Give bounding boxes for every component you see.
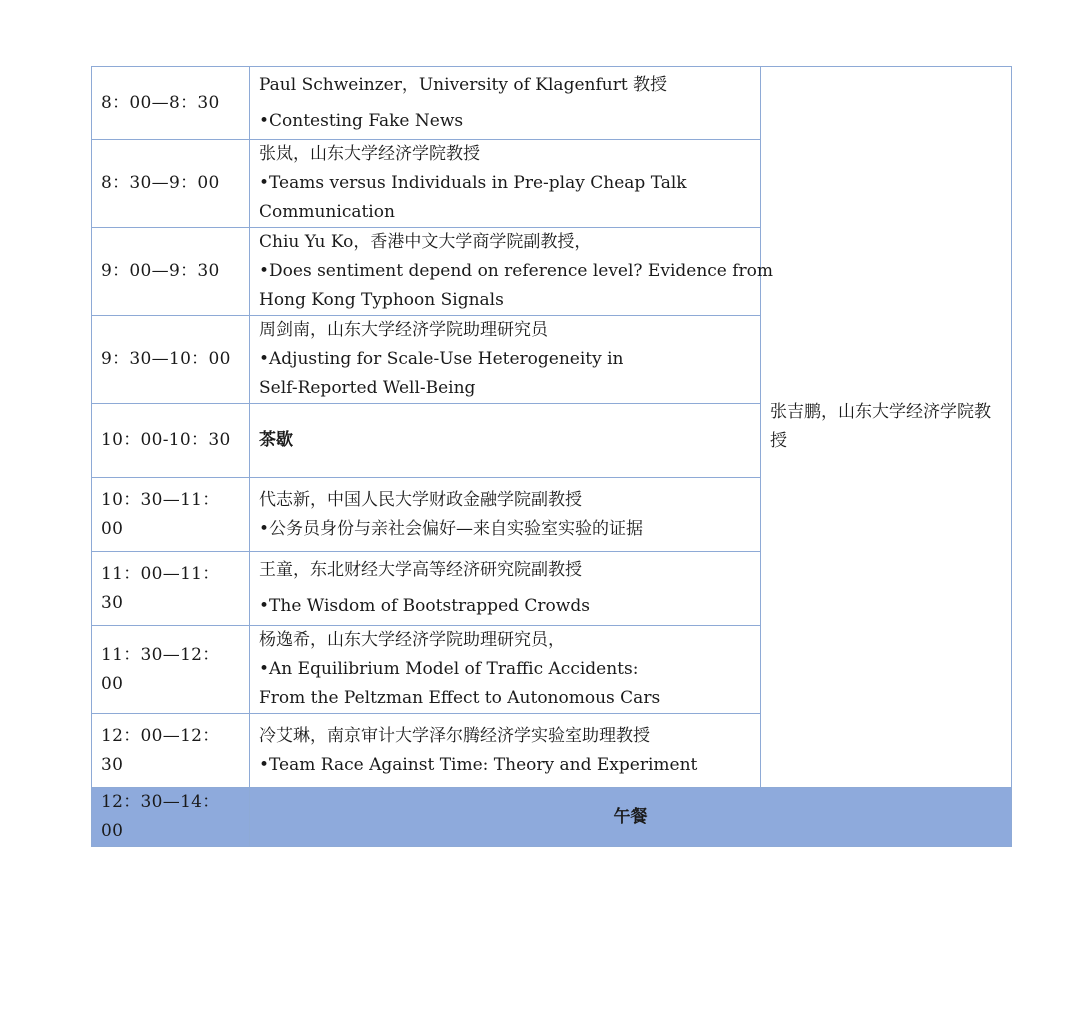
lunch-label: 午餐 — [250, 788, 1012, 847]
talk-cell — [250, 316, 761, 404]
time-cell: 10：30—11：00 — [92, 478, 250, 552]
talk-title: •公务员身份与亲社会偏好—来自实验室实验的证据 — [259, 518, 644, 539]
talk-cell — [250, 714, 761, 788]
time-cell: 8：30—9：00 — [92, 140, 250, 228]
time-cell: 12：30—14：00 — [92, 788, 250, 847]
talk-cell — [250, 552, 761, 626]
speaker: Paul Schweinzer，University of Klagenfurt 教授 — [259, 74, 668, 95]
talk-cell — [250, 626, 761, 714]
talk-title: From the Peltzman Effect to Autonomous Cars — [259, 688, 661, 708]
speaker: 冷艾琳，南京审计大学泽尔腾经济学实验室助理教授 — [259, 725, 650, 746]
talk-title: •Contesting Fake News — [259, 110, 464, 131]
talk-cell — [250, 228, 774, 316]
talk-title: •Adjusting for Scale-Use Heterogeneity in — [259, 349, 624, 369]
schedule-table — [91, 66, 1012, 847]
speaker: 杨逸希，山东大学经济学院助理研究员， — [259, 630, 565, 650]
time-cell: 8：00—8：30 — [92, 67, 250, 140]
speaker: 王童，东北财经大学高等经济研究院副教授 — [259, 560, 582, 580]
talk-cell — [250, 140, 761, 228]
session-chair: 张吉鹏，山东大学经济学院教授 — [761, 67, 1012, 788]
time-cell: 11：30—12：00 — [92, 626, 250, 714]
talk-title: •Teams versus Individuals in Pre-play Cheap Talk — [259, 173, 687, 193]
time-cell: 10：00-10：30 — [92, 404, 250, 478]
talk-title: •The Wisdom of Bootstrapped Crowds — [259, 596, 590, 616]
time-cell: 9：00—9：30 — [92, 228, 250, 316]
talk-title: Self-Reported Well-Being — [259, 378, 476, 398]
speaker: 代志新，中国人民大学财政金融学院副教授 — [259, 489, 582, 510]
talk-cell — [250, 478, 761, 552]
talk-title: •Does sentiment depend on reference level? Evidence from — [259, 261, 774, 281]
talk-title: •Team Race Against Time: Theory and Experiment — [259, 754, 698, 775]
table-row — [92, 67, 1012, 140]
talk-title: Hong Kong Typhoon Signals — [259, 290, 504, 310]
speaker: Chiu Yu Ko，香港中文大学商学院副教授， — [259, 232, 592, 252]
speaker: 周剑南，山东大学经济学院助理研究员 — [259, 320, 548, 340]
talk-title: Communication — [259, 202, 395, 222]
speaker: 张岚，山东大学经济学院教授 — [259, 144, 480, 164]
time-cell: 11：00—11：30 — [92, 552, 250, 626]
time-cell: 12：00—12：30 — [92, 714, 250, 788]
talk-cell — [250, 67, 761, 140]
tea-break-label: 茶歇 — [250, 404, 761, 478]
lunch-row — [92, 788, 1012, 847]
time-cell: 9：30—10：00 — [92, 316, 250, 404]
talk-title: •An Equilibrium Model of Traffic Accidents: — [259, 659, 639, 679]
